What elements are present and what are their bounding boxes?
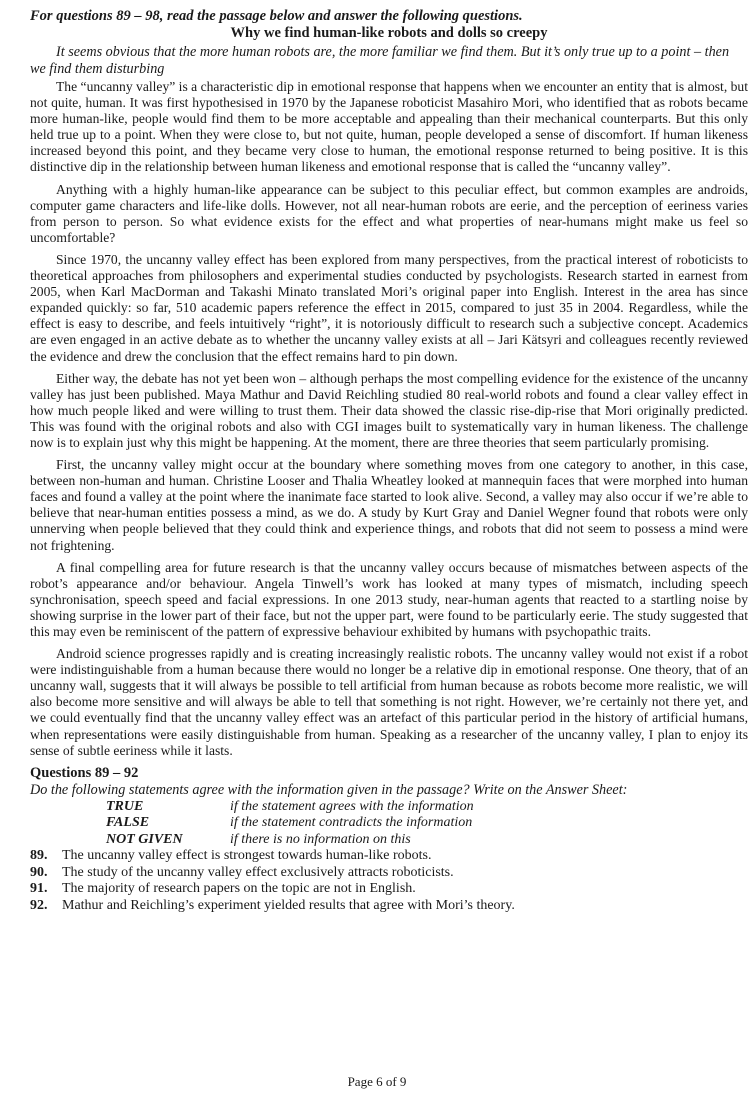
paragraph-3: Since 1970, the uncanny valley effect has been explored from many perspectives, from the practical interest of roboticists to theoretical approaches from philosophers and experimental studies conducted by psychologists. Research started in earnest from 2005, when Karl MacDorman and Takashi Minato translated Mori’s original paper into English. Interest in the area has since expanded quickly: so far, 510 academic papers reference the effect in 2015, compared to just 35 in 2004. Regardless, while the effect is easy to describe, and feels intuitively “right”, it is notoriously difficult to research such a subjective concept. Academics are even engaged in an active debate as to whether the uncanny valley exists at all – Jari Kätsyri and colleagues recently reviewed the evidence and drew the conclusion that the effect remains hard to pin down. [30,251,748,364]
legend-value: if there is no information on this [230,831,411,847]
question-item [30,865,748,882]
section-instructions: For questions 89 – 98, read the passage below and answer the following questions. [30,8,523,24]
legend-row [106,799,748,816]
legend-value: if the statement agrees with the information [230,798,474,814]
page-number: Page 6 of 9 [347,1074,407,1089]
question-list [30,848,748,914]
legend-value: if the statement contradicts the information [230,815,473,831]
legend-key: TRUE [106,798,144,814]
passage-body [30,79,748,759]
passage-title: Why we find human-like robots and dolls so creepy [230,25,548,41]
question-number: 89. [30,848,48,864]
question-number: 91. [30,881,48,897]
legend-key: FALSE [106,815,150,831]
exam-page [30,8,748,914]
question-number: 90. [30,864,48,880]
paragraph-6: A final compelling area for future research is that the uncanny valley occurs because of mismatches between aspects of the robot’s appearance and/or behaviour. Angela Tinwell’s work has looked at many types of mismatch, including speech synchronisation, speech speed and facial expressions. In one 2013 study, near-human agents that reacted to a startling noise by showing surprise in the lower part of their face, but not the upper part, were found to be particularly eerie. The study suggested that this may even be reminiscent of the pattern of expressive behaviour exhibited by humans with psychopathic traits. [30,559,748,639]
question-text: The majority of research papers on the topic are not in English. [62,881,416,897]
legend-row [106,815,748,832]
paragraph-4: Either way, the debate has not yet been won – although perhaps the most compelling evidence for the existence of the uncanny valley has just been published. Maya Mathur and David Reichling studied 80 real-world robots and found a clear valley effect in how much people liked and were willing to trust them. Their data showed the classic rise-dip-rise that Mori originally predicted. This was found with the original robots and also with CGI images built to systematically vary in human likeness. The challenge now is to explain just why this might be happening. At the moment, there are three theories that seem particularly promising. [30,370,748,450]
legend-row [106,832,748,849]
questions-heading: Questions 89 – 92 [30,764,139,781]
question-item [30,881,748,898]
question-item [30,898,748,915]
paragraph-5: First, the uncanny valley might occur at the boundary where something moves from one category to another, in this case, between non-human and human. Christine Looser and Thalia Wheatley looked at mannequin faces that were morphed into human faces and found a valley at the point where the inanimate face started to look alive. Second, a valley may also occur if we’re able to believe that near-human entities possess a mind, as we do. A study by Kurt Gray and Daniel Wegner found that robots were only unnerving when people believed that they could think and experience things, and robots that did not seem to possess a mind were not frightening. [30,457,748,553]
questions-instruction: Do the following statements agree with the information given in the passage? Write on the Answer Sheet: [30,781,628,798]
legend-key: NOT GIVEN [106,831,183,847]
paragraph-7: Android science progresses rapidly and is creating increasingly realistic robots. The uncanny valley would not exist if a robot were indistinguishable from a human because there would no longer be a relative dip in emotional response. One theory, that of an uncanny wall, suggests that it will always be possible to tell artificial from human because as robots become more realistic, we will also become more sensitive and will always be able to tell that something is not right. However, we’re certainly not there yet, and we could eventually find that the uncanny valley effect was an artefact of this particular period in the history of artificial humans, when representations were easily distinguishable from human. Speaking as a researcher of the uncanny valley, I plan to enjoy its sense of subtle eeriness while it lasts. [30,646,748,758]
question-number: 92. [30,897,48,913]
paragraph-1: The “uncanny valley” is a characteristic dip in emotional response that happens when we encounter an entity that is almost, but not quite, human. It was first hypothesised in 1970 by the Japanese roboticist Masahiro Mori, who identified that as robots became more human-like, people would find them to be more acceptable and appealing than their mechanical counterparts. But this only held true up to a point. When they were close to, but not quite, human, people developed a sense of discomfort. If human likeness increased beyond this point, and they became very close to human, the emotional response returned to being positive. It is this distinctive dip in the relationship between human likeness and emotional response that is called the “uncanny valley”. [30,79,748,175]
answer-legend [106,799,748,849]
passage-subtitle: It seems obvious that the more human robots are, the more familiar we find them. But it’s only true up to a point – then we find them disturbing [30,44,730,77]
question-text: Mathur and Reichling’s experiment yielded results that agree with Mori’s theory. [62,897,515,913]
question-item [30,848,748,865]
question-text: The uncanny valley effect is strongest towards human-like robots. [62,848,432,864]
paragraph-2: Anything with a highly human-like appearance can be subject to this peculiar effect, but common examples are androids, computer game characters and life-like dolls. However, not all near-human robots are eerie, and the perception of eeriness varies from person to person. So what evidence exists for the effect and what properties of near-humans might make us feel so uncomfortable? [30,181,748,245]
question-text: The study of the uncanny valley effect exclusively attracts roboticists. [62,864,454,880]
